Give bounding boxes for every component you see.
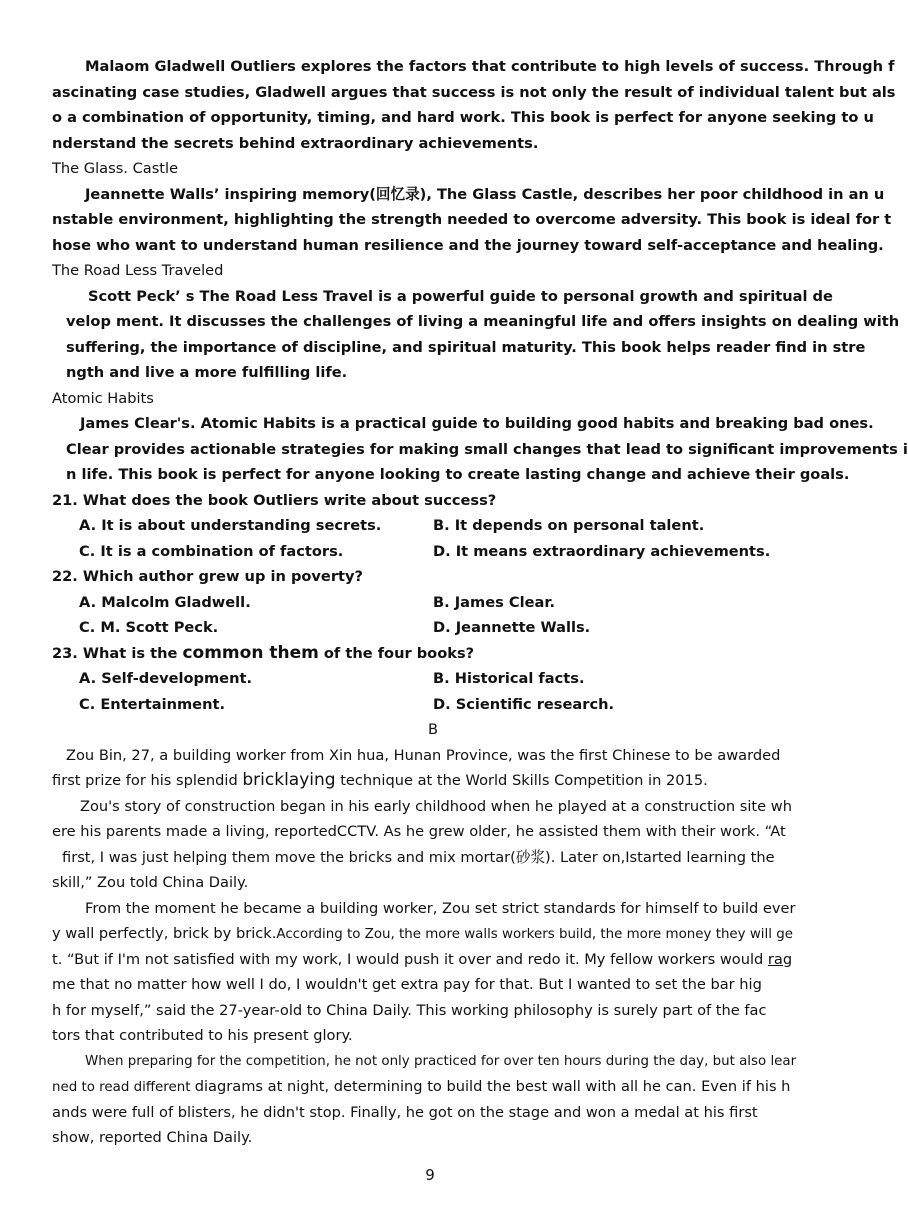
text-line: nderstand the secrets behind extraordinary achievements. [52, 134, 539, 152]
text-line: o a combination of opportunity, timing, and hard work. This book is perfect for anyone seeking to u [52, 109, 874, 126]
text-line: me that no matter how well I do, I wouldn't get extra pay for that. But I wanted to set the bar hig [52, 976, 762, 993]
keyword-rag: rag [767, 950, 793, 968]
question-23-stem-part-1: 23. What is the [52, 644, 183, 662]
text-line: Jeannette Walls’ inspiring memory(回忆录), The Glass Castle, describes her poor childhood in an u [85, 185, 885, 203]
text-line: h for myself,” said the 27-year-old to China Daily. This working philosophy is surely part of the fac [52, 1001, 767, 1019]
book3-description [52, 284, 900, 386]
book4-title: Atomic Habits [52, 389, 154, 407]
passage-b-paragraph-4 [52, 1049, 814, 1151]
text-line [52, 947, 814, 973]
question-22-stem: 22. Which author grew up in poverty? [52, 568, 363, 585]
option-22-a: A. Malcolm Gladwell. [79, 593, 251, 611]
question-22-options-row-2 [52, 615, 814, 641]
text-line: ands were full of blisters, he didn't stop. Finally, he got on the stage and won a medal at his first [52, 1103, 758, 1121]
text-line: first, I was just helping them move the bricks and mix mortar(砂浆). Later on,Istarted learning the [62, 848, 775, 866]
passage-b-paragraph-1 [52, 743, 814, 794]
text-line: nstable environment, highlighting the strength needed to overcome adversity. This book is ideal for t [52, 211, 892, 228]
text-line: ascinating case studies, Gladwell argues that success is not only the result of individual talent but als [52, 83, 896, 101]
question-23-stem-part-2: common them [182, 642, 319, 663]
question-21-options-row-2 [52, 539, 814, 565]
question-21-stem: 21. What does the book Outliers write about success? [52, 491, 497, 509]
option-21-b: B. It depends on personal talent. [433, 517, 705, 534]
text-line: ere his parents made a living, reportedCCTV. As he grew older, he assisted them with their work. “At [52, 823, 786, 840]
text-span: diagrams at night, determining to build the best wall with all he can. Even if his h [194, 1078, 791, 1095]
text-line: skill,” Zou told China Daily. [52, 874, 249, 891]
text-span: t. “But if I'm not satisfied with my work, I would push it over and redo it. My fellow workers would [52, 950, 768, 968]
book4-description [52, 411, 908, 488]
question-23-options-row-2 [52, 692, 814, 718]
option-22-b: B. James Clear. [433, 593, 556, 611]
text-span: According to Zou, the more walls workers build, the more money they will ge [276, 927, 793, 942]
option-22-c: C. M. Scott Peck. [79, 619, 219, 636]
text-span: technique at the World Skills Competition in 2015. [335, 772, 708, 789]
book1-description [52, 54, 896, 156]
keyword-bricklaying: bricklaying [242, 770, 336, 790]
page-number: 9 [425, 1166, 435, 1184]
question-22-options-row-1 [52, 590, 814, 616]
text-line: hose who want to understand human resilience and the journey toward self-acceptance and healing. [52, 236, 884, 254]
document-page [52, 54, 908, 1151]
option-23-b: B. Historical facts. [433, 670, 585, 687]
text-line: Zou's story of construction began in his early childhood when he played at a construction site wh [80, 797, 792, 815]
text-line: tors that contributed to his present glory. [52, 1027, 353, 1044]
text-line: ngth and live a more fulfilling life. [66, 364, 348, 381]
option-21-c: C. It is a combination of factors. [79, 542, 344, 560]
option-23-d: D. Scientific research. [433, 695, 615, 713]
text-line [52, 1074, 814, 1100]
passage-b-paragraph-2 [52, 794, 814, 896]
text-line: Scott Peck’ s The Road Less Travel is a powerful guide to personal growth and spiritual de [88, 287, 833, 305]
text-line: James Clear's. Atomic Habits is a practical guide to building good habits and breaking bad ones. [80, 415, 874, 432]
question-23-options-row-1 [52, 666, 814, 692]
text-line: When preparing for the competition, he not only practiced for over ten hours during the day, but also lear [85, 1053, 797, 1069]
text-line: Clear provides actionable strategies for making small changes that lead to significant improvements i [66, 440, 908, 458]
text-span: y wall perfectly, brick by brick. [52, 925, 277, 942]
book2-title: The Glass. Castle [52, 160, 179, 177]
option-21-d: D. It means extraordinary achievements. [433, 542, 771, 560]
question-23-stem [52, 641, 814, 667]
book2-description [52, 182, 892, 259]
text-line: suffering, the importance of discipline, and spiritual maturity. This book helps reader find in stre [66, 338, 866, 356]
text-line: Malaom Gladwell Outliers explores the factors that contribute to high levels of success. Through f [85, 58, 895, 75]
option-23-c: C. Entertainment. [79, 695, 225, 713]
text-line: Zou Bin, 27, a building worker from Xin hua, Hunan Province, was the first Chinese to be awarded [66, 746, 781, 764]
book3-title: The Road Less Traveled [52, 262, 224, 279]
question-23-stem-part-3: of the four books? [318, 644, 475, 662]
option-23-a: A. Self-development. [79, 670, 252, 687]
text-line: n life. This book is perfect for anyone looking to create lasting change and achieve their goals. [66, 466, 850, 483]
question-21-options-row-1 [52, 513, 814, 539]
option-21-a: A. It is about understanding secrets. [79, 517, 382, 534]
section-b-label: B [427, 721, 438, 738]
text-line: velop ment. It discusses the challenges of living a meaningful life and offers insights on dealing with [66, 313, 900, 330]
text-line [52, 768, 814, 794]
text-line: From the moment he became a building worker, Zou set strict standards for himself to build ever [85, 899, 796, 917]
text-line [52, 921, 814, 947]
option-22-d: D. Jeannette Walls. [433, 619, 591, 636]
text-span: first prize for his splendid [52, 772, 243, 789]
passage-b-paragraph-3 [52, 896, 814, 1049]
text-line: show, reported China Daily. [52, 1129, 253, 1146]
text-span: ned to read different [52, 1080, 195, 1095]
